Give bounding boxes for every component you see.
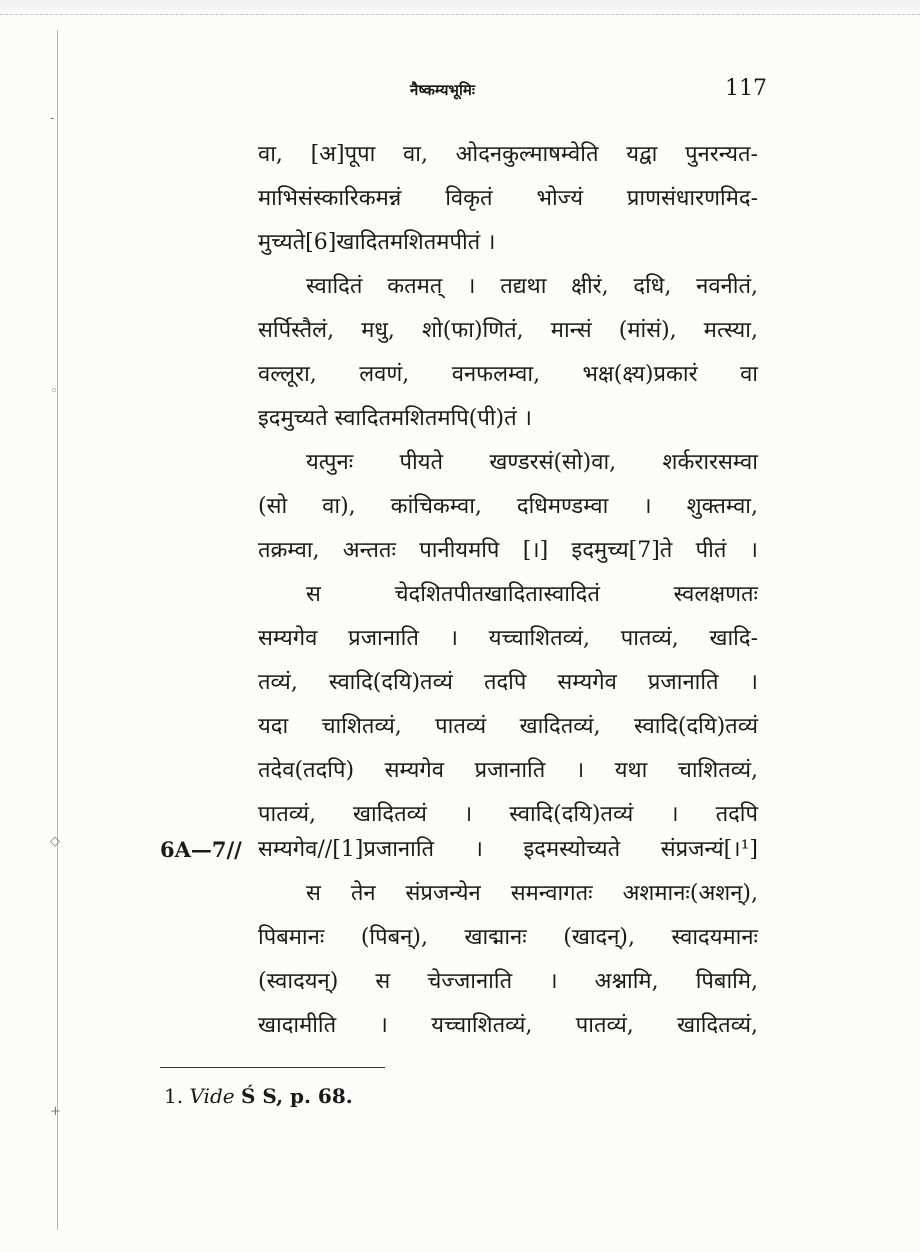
- footnote-reference: Ś S, p. 68.: [240, 1084, 353, 1108]
- body-line: माभिसंस्कारिकमन्नं विकृतं भोज्यं प्राणसंधारणमिद-: [258, 186, 758, 211]
- body-line: तव्यं, स्वादि(दयि)तव्यं तदपि सम्यगेव प्रजानाति ।: [258, 670, 758, 695]
- footnote: [164, 1083, 353, 1109]
- footnote-vide: Vide: [189, 1084, 235, 1108]
- body-line: सम्यगेव प्रजानाति । यच्चाशितव्यं, पातव्यं, खादि-: [258, 626, 758, 651]
- page-number: 117: [725, 76, 767, 101]
- body-line: सम्यगेव//[1]प्रजानाति । इदमस्योच्यते संप्रजन्यं[।¹]: [258, 837, 758, 862]
- body-line: इदमुच्यते स्वादितमशितमपि(पी)तं ।: [258, 406, 532, 431]
- body-line: सर्पिस्तैलं, मधु, शो(फा)णितं, मान्सं (मांसं), मत्स्या,: [258, 318, 758, 343]
- body-line: वल्लूरा, लवणं, वनफलम्वा, भक्ष(क्ष्य)प्रकारं वा: [258, 362, 758, 387]
- body-line: स चेदशितपीतखादितास्वादितं स्वलक्षणतः: [306, 582, 758, 607]
- body-line: यत्पुनः पीयते खण्डरसं(सो)वा, शर्करारसम्वा: [306, 450, 758, 475]
- footnote-number: 1.: [164, 1084, 184, 1108]
- body-line: पिबमानः (पिबन्), खाद्मानः (खादन्), स्वादयमानः: [258, 925, 758, 950]
- body-line: खादामीति । यच्चाशितव्यं, पातव्यं, खादितव्यं,: [258, 1013, 758, 1038]
- running-title: नैष्कम्यभूमिः: [410, 81, 475, 99]
- body-line: तदेव(तदपि) सम्यगेव प्रजानाति । यथा चाशितव्यं,: [258, 758, 758, 783]
- body-line: (स्वादयन्) स चेज्जानाति । अश्नामि, पिबामि,: [258, 969, 758, 994]
- binding-tick-mark: +: [50, 1104, 61, 1119]
- body-line: स तेन संप्रजन्येन समन्वागतः अशमानः(अशन्),: [306, 881, 758, 906]
- binding-tick-mark: -: [50, 111, 55, 126]
- body-line: तक्रम्वा, अन्ततः पानीयमपि [।] इदमुच्य[7]ते पीतं ।: [258, 538, 758, 563]
- body-line: मुच्यते[6]खादितमशितमपीतं ।: [258, 230, 496, 255]
- body-line: (सो वा), कांचिकम्वा, दधिमण्डम्वा । शुक्तम्वा,: [258, 494, 758, 519]
- body-line: पातव्यं, खादितव्यं । स्वादि(दयि)तव्यं । तदपि: [258, 802, 758, 827]
- body-line: वा, [अ]पूपा वा, ओदनकुल्माषम्वेति यद्वा पुनरन्यत-: [258, 142, 758, 167]
- body-line: स्वादितं कतमत् । तद्यथा क्षीरं, दधि, नवनीतं,: [306, 274, 758, 299]
- binding-tick-mark: ◇: [50, 834, 60, 849]
- body-line: यदा चाशितव्यं, पातव्यं खादितव्यं, स्वादि(दयि)तव्यं: [258, 714, 758, 739]
- binding-line: [57, 30, 58, 1230]
- footnote-rule: [160, 1067, 385, 1068]
- folio-margin-note: 6A—7//: [160, 837, 242, 862]
- binding-tick-mark: ◦: [50, 384, 58, 399]
- page-top-edge: [0, 0, 920, 15]
